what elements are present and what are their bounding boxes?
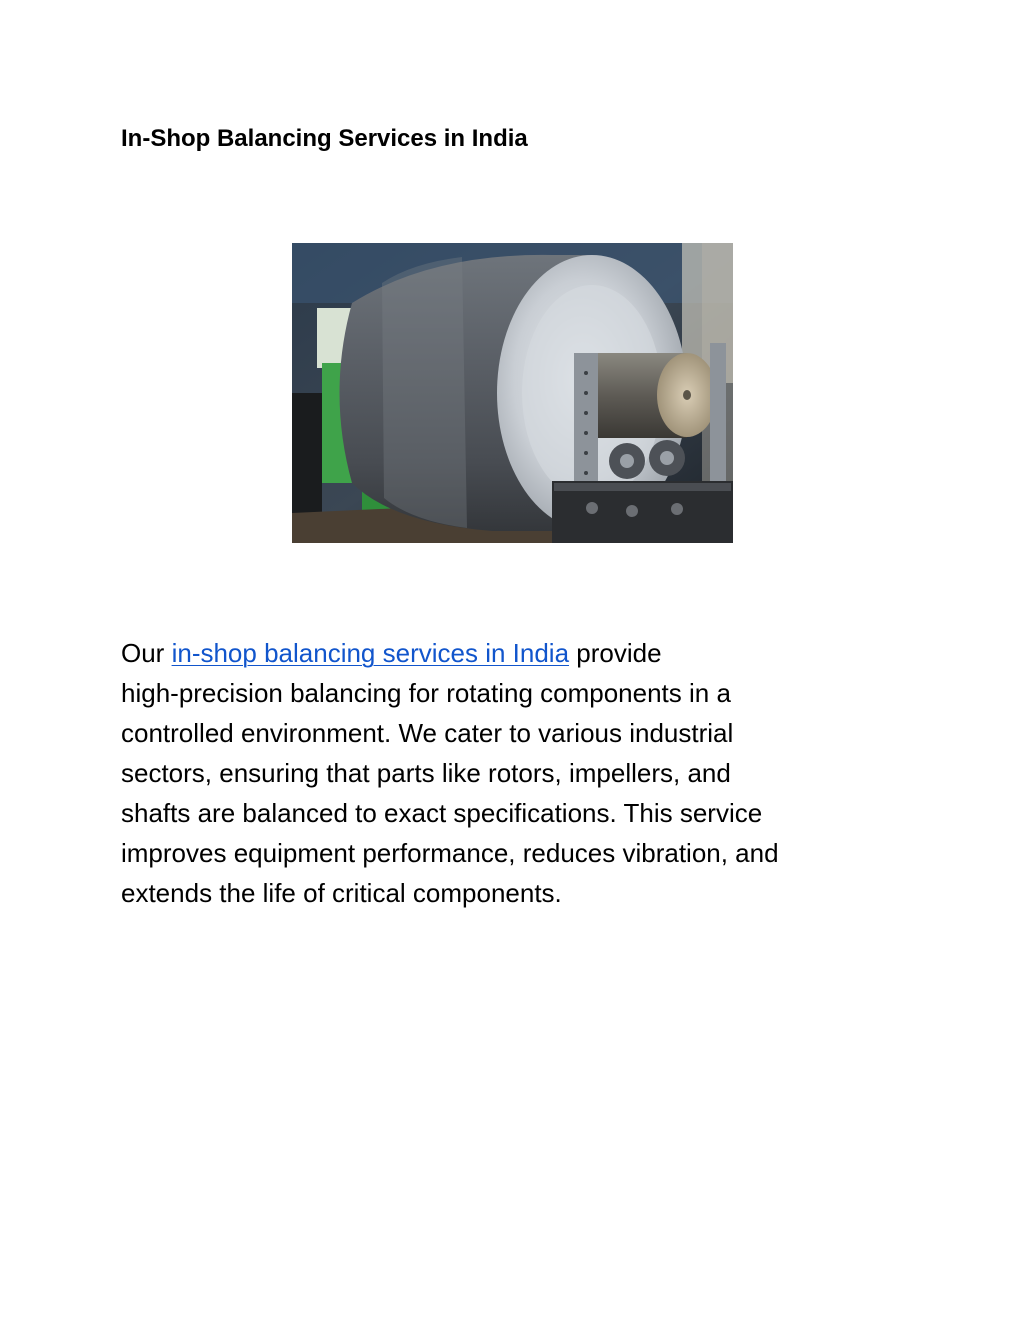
roller-illustration: [292, 243, 733, 543]
balancing-machine-photo: [292, 243, 733, 543]
paragraph-line-2: high-precision balancing for rotating components in a: [121, 678, 731, 708]
paragraph-line-4: sectors, ensuring that parts like rotors, impellers, and: [121, 758, 731, 788]
paragraph-line-3: controlled environment. We cater to various industrial: [121, 718, 734, 748]
description-paragraph: [121, 633, 911, 913]
page-title: In-Shop Balancing Services in India: [121, 125, 528, 152]
after-link-text: provide: [569, 638, 662, 668]
paragraph-line-1: [121, 633, 911, 673]
lead-text: Our: [121, 638, 172, 668]
balancing-services-link[interactable]: in-shop balancing services in India: [171, 638, 570, 668]
paragraph-line-7: extends the life of critical components.: [121, 878, 562, 908]
paragraph-line-6: improves equipment performance, reduces vibration, and: [121, 838, 779, 868]
paragraph-line-5: shafts are balanced to exact specifications. This service: [121, 798, 763, 828]
